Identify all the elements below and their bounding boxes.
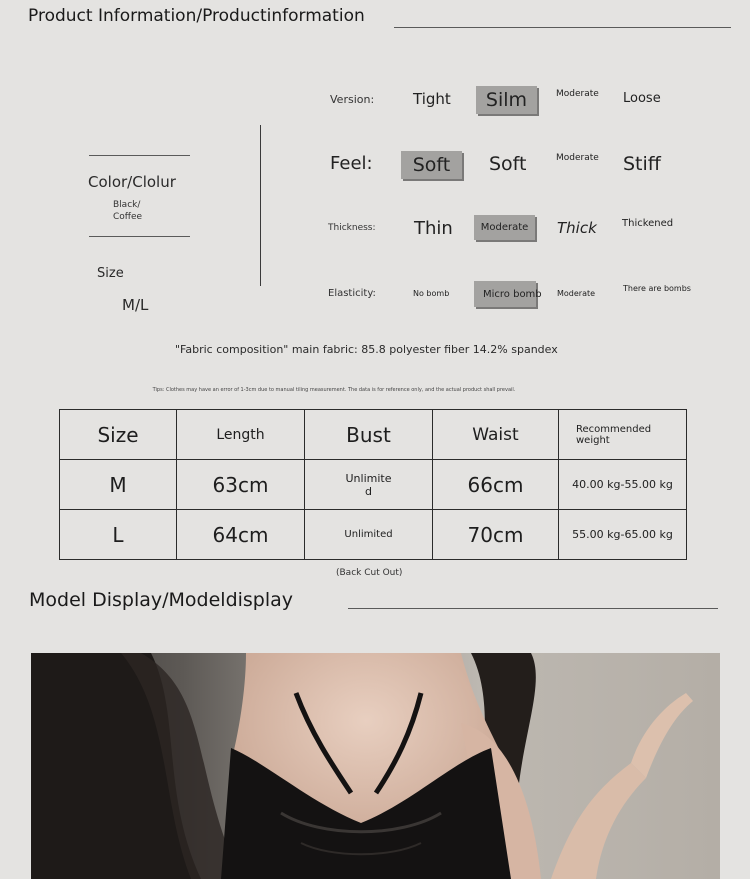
size-value: M/L — [122, 296, 149, 314]
section-title-model-display: Model Display/Modeldisplay — [29, 589, 294, 611]
option-loose: Loose — [623, 91, 661, 106]
table-note: (Back Cut Out) — [336, 568, 403, 578]
option-moderate: Moderate — [556, 89, 599, 99]
title-rule — [348, 608, 718, 609]
model-photo-illustration — [31, 653, 720, 879]
header-size: Size — [60, 410, 177, 460]
option-thickened: Thickened — [622, 218, 674, 229]
table-row — [60, 460, 687, 510]
attr-label-elasticity: Elasticity: — [328, 288, 376, 299]
divider-bottom — [89, 236, 190, 237]
option-micro-bomb-selected: Micro bomb — [474, 281, 536, 307]
header-length: Length — [177, 410, 305, 460]
option-stiff: Stiff — [623, 153, 661, 175]
cell-length: 63cm — [177, 460, 305, 510]
header-recommended-weight — [559, 410, 687, 460]
option-moderate: Moderate — [557, 289, 596, 298]
cell-bust: Unlimited — [305, 510, 433, 560]
header-waist: Waist — [433, 410, 559, 460]
attr-label-thickness: Thickness: — [328, 223, 376, 233]
option-silm-selected: Silm — [476, 86, 537, 114]
attr-label-feel: Feel: — [330, 153, 373, 174]
section-title-product-info: Product Information/Productinformation — [28, 6, 365, 26]
cell-waist: 70cm — [433, 510, 559, 560]
cell-bust — [305, 460, 433, 510]
option-there-are-bombs: There are bombs — [623, 284, 691, 293]
cell-bust-text: Unlimited — [345, 471, 392, 498]
cell-waist: 66cm — [433, 460, 559, 510]
option-moderate-selected: Moderate — [474, 215, 535, 240]
divider-top — [89, 155, 190, 156]
option-soft-selected: Soft — [401, 151, 462, 179]
model-photo — [31, 653, 720, 879]
attr-label-version: Version: — [330, 93, 375, 106]
cell-weight: 55.00 kg-65.00 kg — [559, 510, 687, 560]
option-thin: Thin — [414, 218, 453, 239]
cell-length: 64cm — [177, 510, 305, 560]
size-table — [59, 409, 687, 560]
color-label: Color/Clolur — [88, 173, 176, 191]
header-recommended-weight-label: Recommended weight — [576, 423, 652, 446]
header-bust: Bust — [305, 410, 433, 460]
option-soft: Soft — [489, 153, 527, 175]
cell-weight: 40.00 kg-55.00 kg — [559, 460, 687, 510]
title-rule — [394, 27, 731, 28]
option-no-bomb: No bomb — [413, 289, 450, 298]
cell-size: M — [60, 460, 177, 510]
fabric-composition: "Fabric composition" main fabric: 85.8 polyester fiber 14.2% spandex — [175, 343, 558, 356]
option-tight: Tight — [413, 90, 451, 108]
table-row — [60, 510, 687, 560]
table-header-row — [60, 410, 687, 460]
option-thick: Thick — [557, 219, 597, 237]
option-moderate: Moderate — [556, 153, 599, 163]
tips-text: Tips: Clothes may have an error of 1-3cm due to manual tiling measurement. The data is for reference only, and the actual product shall prevail. — [152, 387, 516, 393]
color-value: Black/ Coffee — [113, 200, 143, 222]
cell-size: L — [60, 510, 177, 560]
vertical-divider — [260, 125, 261, 286]
size-label: Size — [97, 266, 124, 281]
